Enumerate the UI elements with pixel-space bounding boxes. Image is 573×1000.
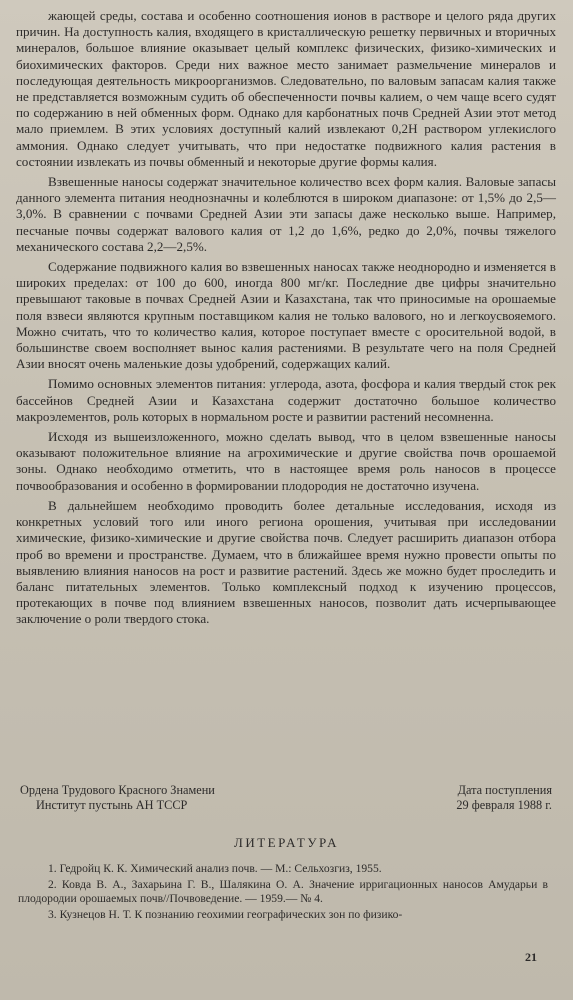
references-list [18,862,548,923]
institution-line: Институт пустынь АН ТССР [36,798,188,812]
paragraph: Помимо основных элементов питания: углерода, азота, фосфора и калия твердый сток рек бассейнов Средней Азии и Казахстана содержит достаточно большое количество макроэлементов, роль которых в нормальном росте и развитии растений несомненна. [16,376,556,424]
reference-item: 1. Гедройц К. К. Химический анализ почв. — М.: Сельхозгиз, 1955. [48,862,382,875]
received-date: 29 февраля 1988 г. [456,798,552,812]
received-date-block [456,783,552,813]
reference-item: 2. Ковда В. А., Захарьина Г. В., Шалякина О. А. Значение ирригационных наносов Амударьи в плодородии орошаемых почв//Почвоведение. — 1959.— № 4. [18,877,548,906]
paragraph: Содержание подвижного калия во взвешенных наносах также неоднородно и изменяется в широких пределах: от 100 до 600, иногда 800 мг/кг. Последние две цифры значительно превышают таковые в почвах Средней Азии и Казахстана, так что приносимые на орошаемые поля взвеси являются крупным поставщиком калия не только валового, но и легкоусвояемого. Можно считать, что то количество калия, которое поступает вместе с оросительной водой, в большинстве своем восполняет вынос калия растениями. В результате чего на поля Средней Азии вносят очень маленькие дозы удобрений, содержащих калий. [16,259,556,372]
paragraph: В дальнейшем необходимо проводить более детальные исследования, исходя из конкретных условий того или иного региона орошения, учитывая при исследовании химические, физико-химические и другие свойства почв. Следует расширить диапазон отбора проб во времени и пространстве. Думаем, что в ближайшее время нужно провести опыты по выявлению влияния наносов на рост и развитие растений. Здесь же можно будет проследить и баланс питательных элементов. Только комплексный подход к изучению процессов, протекающих в почве под влиянием взвешенных наносов, позволит дать исчерпывающее заключение о роли твердого стока. [16,497,556,627]
institution-line: Ордена Трудового Красного Знамени [20,783,215,797]
paragraph: жающей среды, состава и особенно соотношения ионов в растворе и целого ряда других причин. На доступность калия, входящего в кристаллическую решетку первичных и вторичных минералов, большое влияние оказывает целый комплекс физических, физико-химических и биохимических факторов. Среди них важное место занимает размельчение минералов и последующая деятельность микроорганизмов. Следовательно, по валовым запасам калия также не представляется возможным судить об обеспеченности почвы калием, о чем чаще всего судят по содержанию в ней обменных форм. Однако для карбонатных почв Средней Азии этот метод мало приемлем. В этих условиях доступный калий извлекают 0,2Н раствором углекислого аммония. Однако следует учитывать, что при недостатке подвижного калия растения в состоянии извлекать из почвы обменный и некоторые другие формы калия. [16,8,556,169]
reference-item: 3. Кузнецов Н. Т. К познанию геохимии географических зон по физико- [48,907,403,921]
paragraph: Исходя из вышеизложенного, можно сделать вывод, что в целом взвешенные наносы оказывают положительное влияние на агрохимические и другие свойства почв орошаемой зоны. Однако необходимо отметить, что в настоящее время роль наносов в процессе почвообразования и особенно в формировании плодородия не достаточно изучена. [16,429,556,493]
received-label: Дата поступления [457,783,552,797]
references-title: ЛИТЕРАТУРА [234,835,339,850]
body-text [16,8,556,628]
page-number: 21 [525,950,537,964]
paragraph: Взвешенные наносы содержат значительное количество всех форм калия. Валовые запасы данного элемента питания неоднозначны и колеблются в широком диапазоне: от 1,5% до 2,5—3,0%. В сравнении с почвами Средней Азии эти запасы даже несколько выше. Например, песчаные почвы содержат валового калия от 1,2 до 1,6%, редко до 2,0%, почвы тяжелого механического состава 2,2—2,5%. [16,174,556,254]
institution [20,783,215,813]
